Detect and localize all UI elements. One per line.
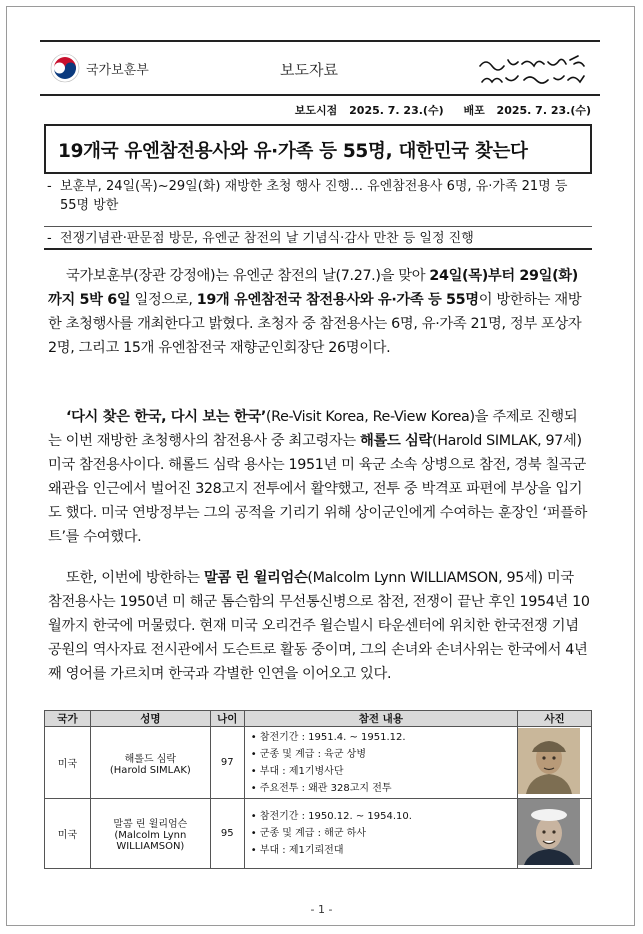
row1-name (90, 727, 210, 799)
release-label: 보도시점 (294, 104, 338, 117)
header-name: 성명 (90, 711, 210, 727)
table-row (45, 799, 592, 869)
slogan-calligraphy (474, 50, 594, 90)
row1-name-ko: 해롤드 심락 (124, 753, 177, 765)
row2-age: 95 (210, 799, 244, 869)
table-row (45, 727, 592, 799)
header-service: 참전 내용 (244, 711, 517, 727)
p1-text-2: 일정으로, (130, 292, 197, 308)
row1-detail-unit: • 부대 : 제1기병사단 (251, 763, 517, 780)
subtitle-1-text: 보훈부, 24일(목)~29일(화) 재방한 초청 행사 진행… 유엔참전용사 6명, 유·가족 21명 등 55명 방한 (60, 179, 568, 213)
row2-photo-cell (518, 799, 592, 869)
ministry-name: 국가보훈부 (86, 62, 149, 78)
subtitle-2-text: 전쟁기념관·판문점 방문, 유엔군 참전의 날 기념식·감사 만찬 등 일정 진행 (60, 231, 474, 246)
p1-bold-1: 24일(목)부터 29일(화)까지 5박 6일 (48, 268, 578, 308)
taegeuk-logo-icon (50, 53, 80, 83)
paragraph-1 (48, 264, 590, 360)
table-header-row (45, 711, 592, 727)
p2-text-2: (Harold SIMLAK, 97세) 미국 참전용사이다. 해롤드 심락 용사는 1951년 미 육군 소속 상병으로 참전, 경북 칠곡군 왜관읍 인근에서 벌어진 328고지 전투에서 활약했고, 전투 중 박격포 파편에 부상을 입기도 했다. 미국 연방정부는 그의 공적을 기리기 위해 상이군인에게 수여하는 훈장인 ‘퍼플하트’를 수여했다. (48, 433, 588, 545)
row1-country: 미국 (45, 727, 91, 799)
sailor-portrait-photo (518, 799, 580, 865)
subtitle-bottom-rule (44, 248, 592, 250)
row1-detail-period: • 참전기간 : 1951.4. ~ 1951.12. (251, 729, 517, 746)
headline: 19개국 유엔참전용사와 유·가족 등 55명, 대한민국 찾는다 (58, 141, 528, 162)
subtitle-divider (44, 226, 592, 227)
header-age: 나이 (210, 711, 244, 727)
p2-bold-1: ‘다시 찾은 한국, 다시 보는 한국’ (66, 409, 266, 425)
header-country: 국가 (45, 711, 91, 727)
row2-detail-unit: • 부대 : 제1기뢰전대 (251, 842, 517, 859)
soldier-portrait-photo (518, 728, 580, 794)
headline-box (44, 124, 592, 174)
row1-details (244, 727, 517, 799)
release-value: 2025. 7. 23.(수) (349, 104, 444, 117)
p3-bold-1: 말콤 린 윌리엄슨 (203, 570, 308, 586)
p1-text-3: 이 방한하는 재방한 초청행사를 개최한다고 밝혔다. 초청자 중 참전용사는 6명, 유·가족 21명, 정부 포상자 2명, 그리고 15개 유엔참전국 재향군인회장단 26명이다. (48, 292, 582, 356)
release-dates (287, 102, 591, 118)
row1-photo-cell (518, 727, 592, 799)
row2-name-en: (Malcolm Lynn WILLIAMSON) (114, 830, 187, 852)
ministry-logo (50, 53, 149, 83)
p2-bold-2: 해롤드 심락 (360, 433, 432, 449)
row2-name-ko: 말콤 린 윌리엄슨 (113, 819, 188, 830)
paragraph-3 (48, 566, 590, 686)
distribute-value: 2025. 7. 23.(수) (496, 104, 591, 117)
row2-detail-period: • 참전기간 : 1950.12. ~ 1954.10. (251, 808, 517, 825)
p2-text-1: (Re-Visit Korea, Re-View Korea)을 주제로 진행되는 이번 재방한 초청행사의 참전용사 중 최고령자는 (48, 409, 578, 449)
row2-name (90, 799, 210, 869)
row1-age: 97 (210, 727, 244, 799)
p3-text-1: 또한, 이번에 방한하는 (66, 570, 204, 586)
row2-details (244, 799, 517, 869)
veterans-table (44, 710, 592, 869)
p1-text-1: 국가보훈부(장관 강정애)는 유엔군 참전의 날(7.27.)을 맞아 (66, 268, 430, 284)
distribute-label: 배포 (463, 104, 485, 117)
p1-bold-2: 19개 유엔참전국 참전용사와 유·가족 등 55명 (196, 292, 479, 308)
press-header (40, 40, 600, 96)
header-photo: 사진 (518, 711, 592, 727)
row1-detail-rank: • 군종 및 계급 : 육군 상병 (251, 746, 517, 763)
p3-text-2: (Malcolm Lynn WILLIAMSON, 95세) 미국 참전용사는 1950년 미 해군 톰슨함의 무선통신병으로 참전, 전쟁이 끝난 후인 1954년 10월까지 한국에 머물렀다. 현재 미국 오리건주 윌슨빌시 타운센터에 위치한 한국전쟁 기념공원의 역사자료 전시관에서 도슨트로 활동 중이며, 그의 손녀와 손녀사위는 한국에서 4년째 영어를 가르치며 한국과 각별한 인연을 이어오고 있다. (48, 570, 590, 682)
row1-name-en: (Harold SIMLAK) (109, 764, 191, 776)
row2-detail-rank: • 군종 및 계급 : 해군 하사 (251, 825, 517, 842)
row2-country: 미국 (45, 799, 91, 869)
row1-detail-battle: • 주요전투 : 왜관 328고지 전투 (251, 780, 517, 797)
document-type: 보도자료 (280, 61, 338, 79)
page-number: - 1 - (310, 903, 333, 916)
paragraph-2 (48, 405, 590, 549)
